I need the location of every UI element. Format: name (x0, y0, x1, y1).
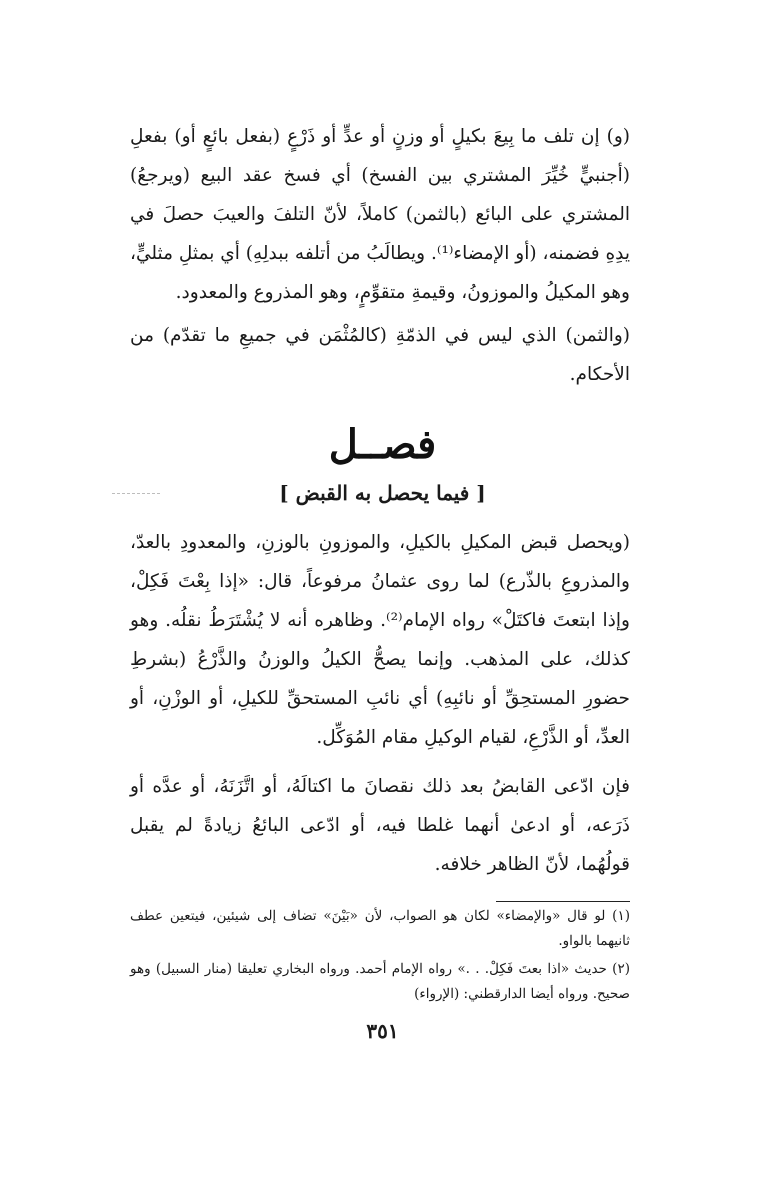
paragraph-shortage-claim: فإن ادّعى القابضُ بعد ذلك نقصانَ ما اكتالَهُ، أو اتَّزَنَهُ، أو عدَّه أو ذَرَعه، أو ادعىٰ أنهما غلطا فيه، أو ادّعى البائعُ زيادةً لم يقبل قولُهُما، لأنّ الظاهر خلافه. (130, 776, 630, 875)
section-subtitle: [ فيما يحصل به القبض ] (279, 481, 486, 505)
paragraph-damage-before-delivery: (و) إن تلف ما بِيعَ بكيلٍ أو وزنٍ أو عدٍّ أو ذَرْعٍ (بفعل بائعٍ أو) بفعلِ (أجنبيٍّ خُيِّرَ المشتري بين الفسخ) أي فسخ عقد البيع (ويرجعُ) المشتري على البائع (بالثمن) كاملاً، لأنّ التلفَ والعيبَ حصلَ في يدِهِ فضمنه، (أو الإمضاء⁽¹⁾. ويطالَبُ من أتلفه ببدلِهِ) أي بمثلِ مثليٍّ، وهو المكيلُ والموزونُ، وقيمةِ متقوِّمٍ، وهو المذروع والمعدود. (130, 126, 631, 303)
page-number: ٣٥١ (366, 1019, 399, 1043)
top-text-block (130, 117, 630, 394)
paragraph-possession-methods: (ويحصل قبض المكيلِ بالكيلِ، والموزونِ بالوزنِ، والمعدودِ بالعدّ، والمذروعِ بالذّرع) لما روى عثمانُ مرفوعاً، قال: «إذا بِعْتَ فَكِلْ، وإذا ابتعتَ فاكتَلْ» رواه الإمام⁽²⁾. وظاهره أنه لا يُشْتَرَطُ نقلُه. وهو كذلك، على المذهب. وإنما يصحُّ الكيلُ والوزنُ والذَّرْعُ (بشرطِ حضورِ المستحِقِّ أو نائبِهِ) أي نائبِ المستحقِّ للكيلِ، أو الوزْنِ، أو العدِّ، أو الذَّرْعِ، لقيام الوكيلِ مقام المُوَكِّل. (130, 532, 630, 748)
section-title: فصــل (328, 421, 437, 468)
footnote-1: (١) لو قال «والإمضاء» لكان هو الصواب، لأن «بَيْنَ» تضاف إلى شيئين، فيتعين عطف ثانيهما بالواو. (130, 908, 630, 949)
footnotes (130, 904, 630, 1010)
paragraph-price-ruling: (والثمن) الذي ليس في الذمّةِ (كالمُثْمَن في جميعِ ما تقدّم) من الأحكام. (130, 325, 630, 385)
footnote-separator (496, 901, 630, 902)
footnote-2: (٢) حديث «اذا بعتَ فَكِلْ. . .» رواه الإمام أحمد. ورواه البخاري تعليقا (منار السبيل) وهو صحيح. ورواه أيضا الدارقطني: (الإرواء) (130, 961, 630, 1002)
section-text-block (130, 523, 630, 884)
